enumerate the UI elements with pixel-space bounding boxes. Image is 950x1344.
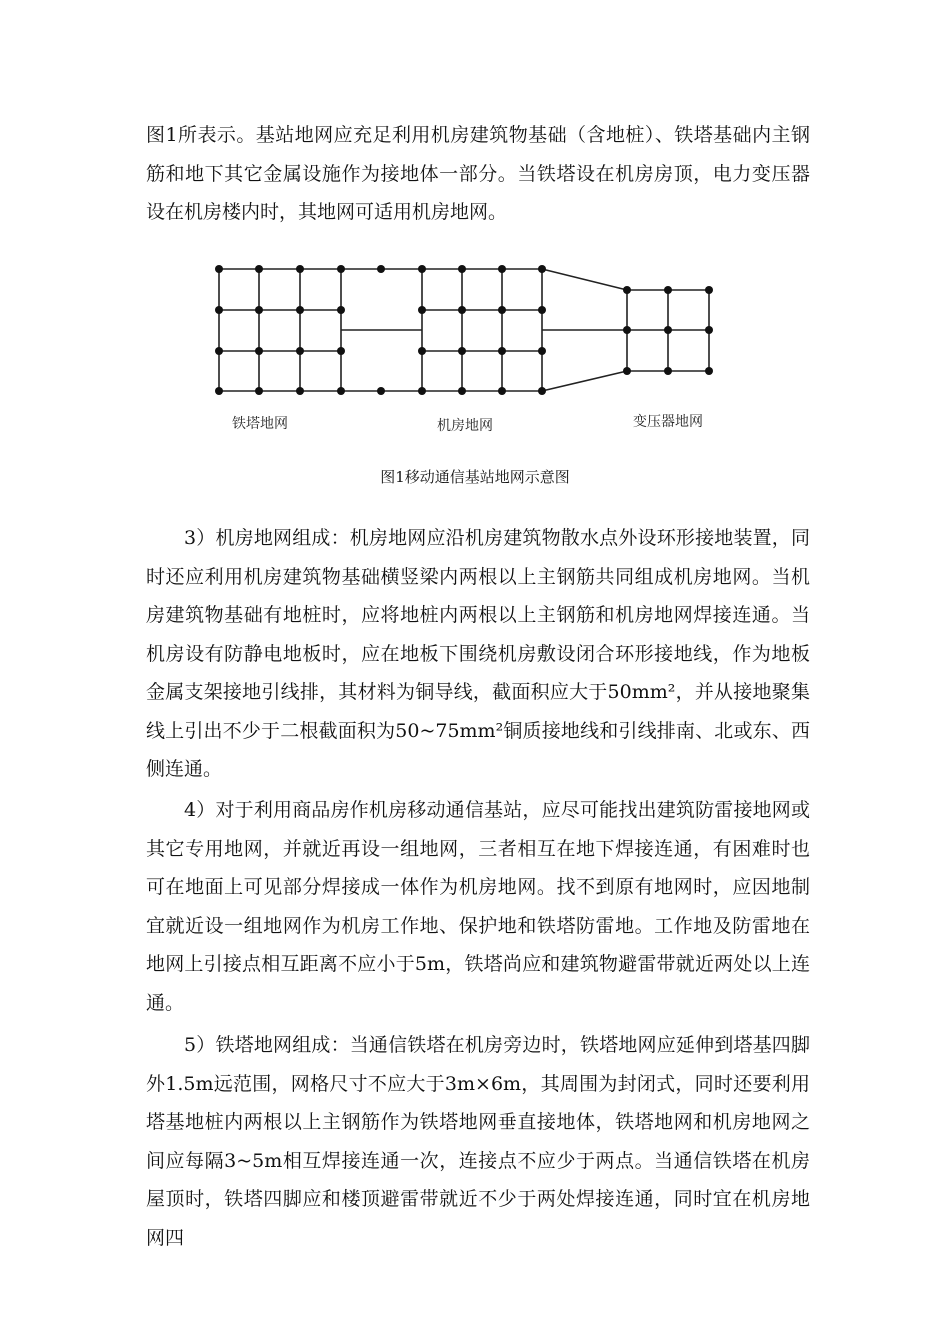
grounding-grid-diagram [200, 255, 730, 455]
label-transformer-grid: 变压器地网 [633, 414, 703, 430]
paragraph-item-3: 3）机房地网组成：机房地网应沿机房建筑物散水点外设环形接地装置，同时还应利用机房建筑物基础横竖梁内两根以上主钢筋共同组成机房地网。当机房建筑物基础有地桩时，应将地桩内两根以上主钢筋和机房地网焊接连通。当机房设有防静电地板时，应在地板下围绕机房敷设闭合环形接地线，作为地板金属支架接地引线排，其材料为铜导线，截面积应大于50mm²，并从接地聚集线上引出不少于二根截面积为50~75mm²铜质接地线和引线排南、北或东、西侧连通。 [146, 527, 810, 780]
label-room-grid: 机房地网 [437, 418, 493, 434]
paragraph-item-5: 5）铁塔地网组成：当通信铁塔在机房旁边时，铁塔地网应延伸到塔基四脚外1.5m远范围，网格尺寸不应大于3m×6m，其周围为封闭式，同时还要利用塔基地桩内两根以上主钢筋作为铁塔地网垂直接地体，铁塔地网和机房地网之间应每隔3~5m相互焊接连通一次，连接点不应少于两点。当通信铁塔在机房屋顶时，铁塔四脚应和楼顶避雷带就近不少于两处焊接连通，同时宜在机房地网四 [146, 1034, 810, 1249]
figure-caption: 图1移动通信基站地网示意图 [380, 468, 570, 486]
paragraph-intro: 图1所表示。基站地网应充足利用机房建筑物基础（含地桩）、铁塔基础内主钢筋和地下其它金属设施作为接地体一部分。当铁塔设在机房房顶，电力变压器设在机房楼内时，其地网可适用机房地网。 [146, 124, 810, 223]
label-tower-grid: 铁塔地网 [232, 416, 288, 432]
paragraph-item-4: 4）对于利用商品房作机房移动通信基站，应尽可能找出建筑防雷接地网或其它专用地网，并就近再设一组地网，三者相互在地下焊接连通，有困难时也可在地面上可见部分焊接成一体作为机房地网。找不到原有地网时，应因地制宜就近设一组地网作为机房工作地、保护地和铁塔防雷地。工作地及防雷地在地网上引接点相互距离不应小于5m，铁塔尚应和建筑物避雷带就近两处以上连通。 [146, 799, 810, 1014]
